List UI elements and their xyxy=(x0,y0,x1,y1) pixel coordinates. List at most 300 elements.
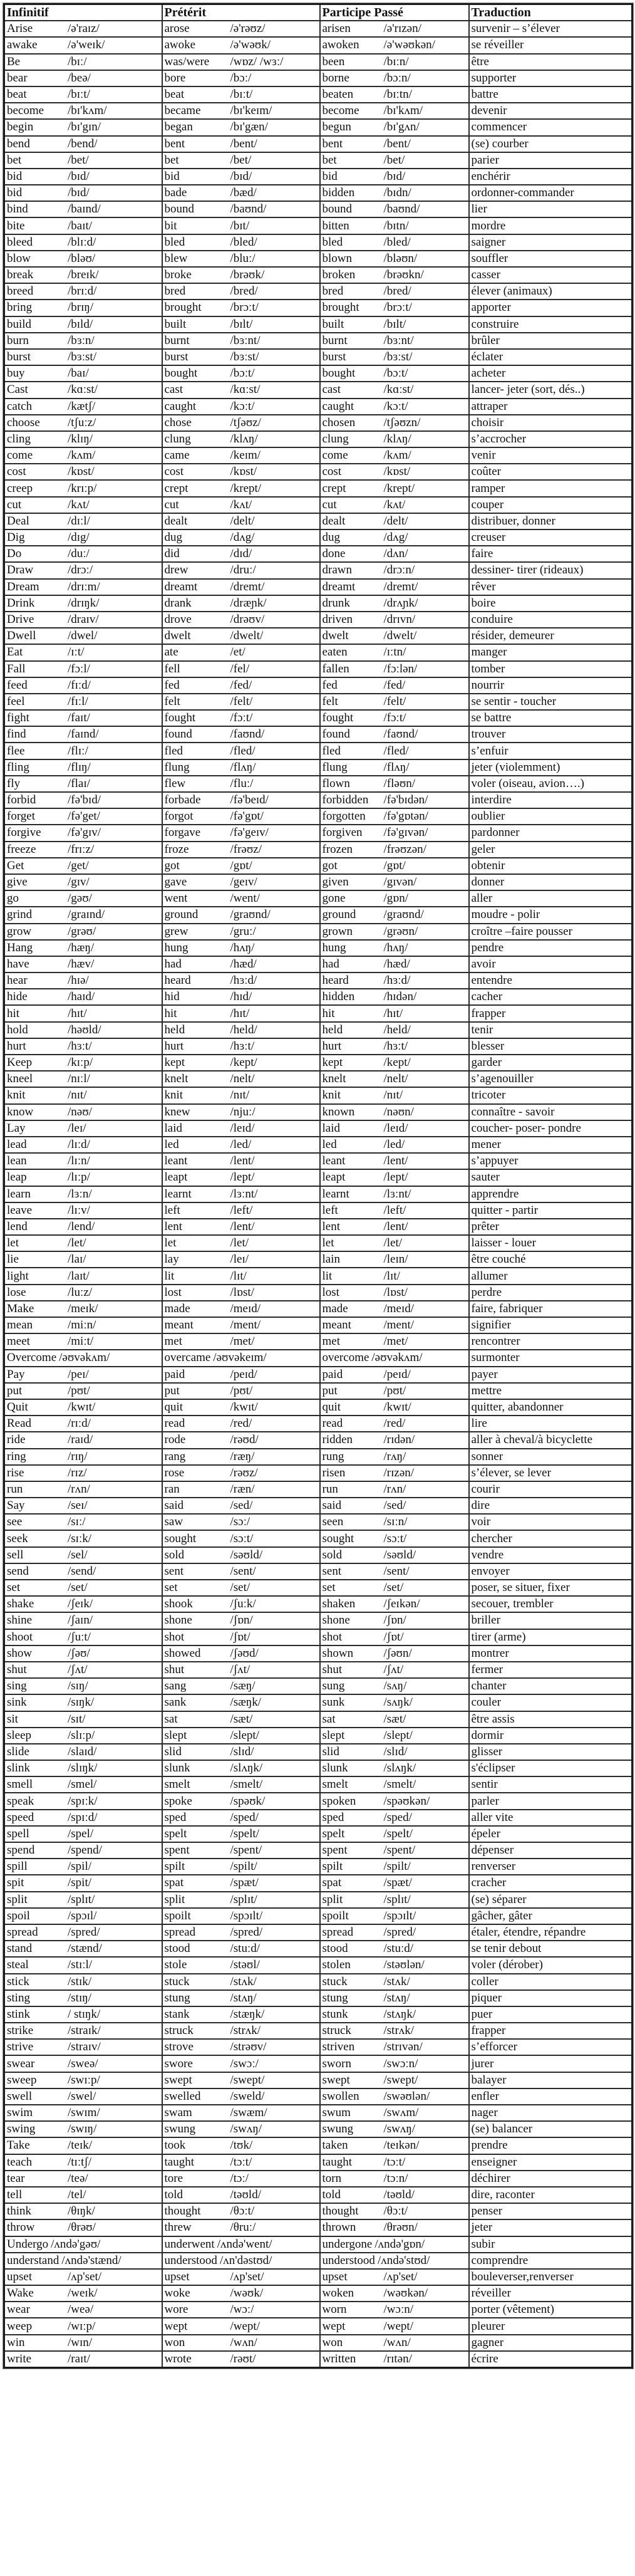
past-participle-phonetic: /bent/ xyxy=(383,137,411,150)
infinitive-cell xyxy=(4,152,162,169)
preterit-phonetic: /druː/ xyxy=(230,563,256,577)
preterit-phonetic: /hɪd/ xyxy=(230,990,252,1004)
infinitive-word: speak xyxy=(7,1794,34,1808)
table-row xyxy=(4,924,632,940)
preterit-word: hurt xyxy=(164,1039,184,1053)
preterit-phonetic: /ʃuːk/ xyxy=(230,1597,256,1611)
table-row xyxy=(4,513,632,529)
past-participle-word: grown xyxy=(322,924,353,938)
table-row xyxy=(4,825,632,841)
preterit-word: made xyxy=(164,1301,190,1315)
preterit-cell xyxy=(162,907,320,923)
infinitive-cell xyxy=(4,1350,162,1366)
infinitive-word: cling xyxy=(7,432,31,446)
infinitive-cell xyxy=(4,776,162,792)
infinitive-cell xyxy=(4,792,162,808)
preterit-word: dreamt xyxy=(164,580,198,593)
past-participle-phonetic: /nelt/ xyxy=(383,1072,408,1086)
header-translation: Traduction xyxy=(469,4,632,21)
table-row xyxy=(4,726,632,743)
translation-cell: jurer xyxy=(469,2055,632,2072)
infinitive-word: lead xyxy=(7,1138,27,1152)
past-participle-cell xyxy=(320,1596,469,1612)
past-participle-cell xyxy=(320,1678,469,1694)
infinitive-phonetic: /send/ xyxy=(68,1564,96,1578)
past-participle-word: spat xyxy=(322,1876,342,1890)
preterit-word: wrote xyxy=(164,2352,192,2365)
infinitive-cell xyxy=(4,1908,162,1924)
past-participle-cell xyxy=(320,1974,469,1990)
translation-cell: chanter xyxy=(469,1678,632,1694)
past-participle-word: sat xyxy=(322,1712,336,1726)
table-row xyxy=(4,1908,632,1924)
past-participle-cell xyxy=(320,808,469,825)
preterit-word: slept xyxy=(164,1728,187,1742)
infinitive-cell xyxy=(4,1383,162,1399)
infinitive-cell xyxy=(4,1842,162,1859)
infinitive-cell xyxy=(4,2055,162,2072)
past-participle-word: sung xyxy=(322,1679,345,1693)
table-row xyxy=(4,136,632,152)
past-participle-phonetic: /swʌm/ xyxy=(383,2106,419,2120)
infinitive-phonetic: /dɪːl/ xyxy=(68,514,90,528)
infinitive-cell xyxy=(4,1285,162,1301)
translation-cell: s’appuyer xyxy=(469,1153,632,1169)
past-participle-cell xyxy=(320,628,469,644)
infinitive-word: bear xyxy=(7,71,28,85)
infinitive-word: Drink xyxy=(7,596,35,610)
infinitive-cell xyxy=(4,217,162,234)
preterit-phonetic: /dwelt/ xyxy=(230,629,264,643)
infinitive-cell xyxy=(4,1120,162,1137)
past-participle-phonetic: /hɪdən/ xyxy=(383,990,417,1004)
past-participle-cell xyxy=(320,1104,469,1120)
translation-cell: conduire xyxy=(469,612,632,628)
table-row xyxy=(4,1219,632,1235)
table-row xyxy=(4,1022,632,1038)
preterit-word: tore xyxy=(164,2171,183,2185)
past-participle-cell xyxy=(320,1875,469,1891)
past-participle-phonetic: /spəʊkən/ xyxy=(383,1794,430,1808)
past-participle-word: chosen xyxy=(322,415,356,429)
preterit-cell xyxy=(162,1760,320,1776)
preterit-cell xyxy=(162,70,320,86)
table-row xyxy=(4,1875,632,1891)
past-participle-cell xyxy=(320,529,469,546)
past-participle-cell xyxy=(320,1793,469,1809)
infinitive-word: find xyxy=(7,727,26,741)
table-row xyxy=(4,694,632,710)
infinitive-cell xyxy=(4,2171,162,2187)
past-participle-cell xyxy=(320,1350,469,1366)
preterit-phonetic: /spelt/ xyxy=(230,1827,259,1840)
infinitive-word: Wake xyxy=(7,2287,34,2300)
infinitive-word: tell xyxy=(7,2188,23,2202)
table-row xyxy=(4,1416,632,1432)
past-participle-phonetic: /slʌŋk/ xyxy=(383,1761,416,1775)
past-participle-cell xyxy=(320,300,469,316)
preterit-word: drank xyxy=(164,596,192,610)
preterit-word: came xyxy=(164,449,190,462)
preterit-cell xyxy=(162,152,320,169)
translation-cell: aller vite xyxy=(469,1810,632,1826)
past-participle-phonetic: /fə'gɪvən/ xyxy=(383,826,428,840)
preterit-phonetic: /swæm/ xyxy=(230,2106,267,2120)
translation-cell: casser xyxy=(469,267,632,283)
preterit-word: met xyxy=(164,1335,182,1348)
past-participle-word: got xyxy=(322,858,338,872)
infinitive-phonetic: /faɪnd/ xyxy=(68,727,99,741)
infinitive-cell xyxy=(4,1793,162,1809)
past-participle-word: woken xyxy=(322,2287,354,2300)
preterit-word: swept xyxy=(164,2073,192,2087)
preterit-word: sank xyxy=(164,1696,187,1709)
infinitive-phonetic: /ə'raɪz/ xyxy=(68,22,100,36)
past-participle-cell xyxy=(320,907,469,923)
past-participle-word: flung xyxy=(322,760,348,774)
preterit-phonetic: /let/ xyxy=(230,1236,249,1250)
preterit-phonetic: /faʊnd/ xyxy=(230,727,265,741)
past-participle-word: run xyxy=(322,1482,338,1496)
preterit-word: sped xyxy=(164,1810,187,1824)
past-participle-word: bound xyxy=(322,202,352,216)
past-participle-word: cast xyxy=(322,383,341,397)
infinitive-word: feed xyxy=(7,678,28,692)
preterit-cell xyxy=(162,579,320,595)
preterit-phonetic: /strəʊv/ xyxy=(230,2040,267,2054)
past-participle-cell xyxy=(320,1367,469,1383)
translation-cell: (se) balancer xyxy=(469,2121,632,2137)
preterit-cell xyxy=(162,890,320,907)
infinitive-word: bet xyxy=(7,153,22,167)
infinitive-phonetic: /fə'gɪv/ xyxy=(68,826,101,840)
past-participle-cell xyxy=(320,447,469,464)
table-row xyxy=(4,1120,632,1137)
past-participle-cell xyxy=(320,1481,469,1498)
infinitive-word: become xyxy=(7,104,44,118)
preterit-phonetic: /held/ xyxy=(230,1023,257,1036)
preterit-phonetic: /dɪd/ xyxy=(230,547,252,561)
infinitive-phonetic: /hɪt/ xyxy=(68,1006,87,1020)
infinitive-word: seek xyxy=(7,1531,28,1545)
preterit-word: kept xyxy=(164,1056,185,1070)
past-participle-phonetic: /stʌk/ xyxy=(383,1974,410,1988)
preterit-cell xyxy=(162,513,320,529)
past-participle-cell xyxy=(320,1169,469,1186)
infinitive-word: build xyxy=(7,317,32,331)
past-participle-word: spread xyxy=(322,1926,354,1939)
infinitive-cell xyxy=(4,251,162,267)
table-row xyxy=(4,808,632,825)
preterit-phonetic: /smelt/ xyxy=(230,1778,263,1791)
past-participle-word: read xyxy=(322,1417,343,1431)
past-participle-cell xyxy=(320,1268,469,1284)
table-row xyxy=(4,2006,632,2023)
past-participle-cell xyxy=(320,2302,469,2318)
table-row xyxy=(4,2154,632,2171)
infinitive-word: leave xyxy=(7,1203,33,1217)
infinitive-phonetic: /bləʊ/ xyxy=(68,251,96,265)
preterit-word: did xyxy=(164,547,180,561)
table-row xyxy=(4,103,632,119)
preterit-cell xyxy=(162,1104,320,1120)
past-participle-cell xyxy=(320,661,469,677)
infinitive-word: send xyxy=(7,1564,29,1578)
past-participle-cell xyxy=(320,2072,469,2088)
preterit-phonetic: /lept/ xyxy=(230,1171,255,1184)
past-participle-cell xyxy=(320,956,469,973)
preterit-phonetic: /fə'geɪv/ xyxy=(230,826,269,840)
infinitive-phonetic: /gɪv/ xyxy=(68,875,90,889)
infinitive-word: bleed xyxy=(7,235,33,249)
translation-cell: distribuer, donner xyxy=(469,513,632,529)
table-row xyxy=(4,1711,632,1728)
preterit-cell xyxy=(162,1776,320,1793)
past-participle-word: swept xyxy=(322,2073,350,2087)
infinitive-cell xyxy=(4,2121,162,2137)
preterit-word: spent xyxy=(164,1843,190,1857)
past-participle-word: forgiven xyxy=(322,826,363,840)
infinitive-phonetic: /dwel/ xyxy=(68,629,98,643)
preterit-phonetic: /spɔɪlt/ xyxy=(230,1909,263,1922)
preterit-word: won xyxy=(164,2335,185,2349)
past-participle-word: come xyxy=(322,449,348,462)
preterit-cell xyxy=(162,1810,320,1826)
preterit-cell xyxy=(162,1859,320,1875)
infinitive-word: Fall xyxy=(7,662,26,675)
preterit-cell xyxy=(162,234,320,251)
past-participle-phonetic: /ə'wəʊkən/ xyxy=(383,38,435,52)
infinitive-word: Cast xyxy=(7,383,28,397)
translation-cell: élever (animaux) xyxy=(469,283,632,300)
past-participle-phonetic: /strɪvən/ xyxy=(383,2040,423,2054)
preterit-cell xyxy=(162,283,320,300)
past-participle-word: meant xyxy=(322,1318,351,1332)
infinitive-phonetic: /bet/ xyxy=(68,153,89,167)
past-participle-cell xyxy=(320,1776,469,1793)
infinitive-cell xyxy=(4,2137,162,2154)
preterit-cell xyxy=(162,759,320,776)
past-participle-phonetic: /led/ xyxy=(383,1138,405,1152)
table-row xyxy=(4,1449,632,1465)
infinitive-cell xyxy=(4,2351,162,2368)
infinitive-word: hurt xyxy=(7,1039,26,1053)
past-participle-phonetic: /sɪːn/ xyxy=(383,1515,408,1529)
past-participle-word: overcome xyxy=(322,1351,369,1365)
preterit-phonetic: /tʃəʊz/ xyxy=(230,415,261,429)
infinitive-cell xyxy=(4,661,162,677)
preterit-phonetic: /bet/ xyxy=(230,153,252,167)
preterit-cell xyxy=(162,989,320,1005)
infinitive-cell xyxy=(4,1563,162,1580)
infinitive-word: tear xyxy=(7,2171,25,2185)
table-row xyxy=(4,1957,632,1973)
infinitive-phonetic: /draɪv/ xyxy=(68,613,99,627)
preterit-word: swam xyxy=(164,2106,192,2120)
past-participle-cell xyxy=(320,1219,469,1235)
infinitive-phonetic: /baɪ/ xyxy=(68,367,89,380)
preterit-word: grew xyxy=(164,924,188,938)
preterit-cell xyxy=(162,2302,320,2318)
preterit-word: lay xyxy=(164,1253,179,1266)
infinitive-cell xyxy=(4,1645,162,1662)
page xyxy=(3,3,632,2369)
infinitive-phonetic: /swɪŋ/ xyxy=(68,2122,97,2136)
preterit-word: took xyxy=(164,2139,186,2152)
preterit-cell xyxy=(162,447,320,464)
past-participle-phonetic: /lɜːnt/ xyxy=(383,1187,411,1201)
past-participle-phonetic: /flʌŋ/ xyxy=(383,760,410,774)
past-participle-word: lain xyxy=(322,1253,340,1266)
preterit-word: was/were xyxy=(164,55,210,68)
translation-cell: lire xyxy=(469,1416,632,1432)
preterit-word: bid xyxy=(164,169,180,183)
preterit-cell xyxy=(162,1317,320,1333)
past-participle-phonetic: /dʌg/ xyxy=(383,531,408,545)
past-participle-cell xyxy=(320,776,469,792)
past-participle-cell xyxy=(320,1826,469,1842)
infinitive-cell xyxy=(4,628,162,644)
table-row xyxy=(4,415,632,431)
infinitive-word: forget xyxy=(7,810,36,823)
table-row xyxy=(4,2302,632,2318)
infinitive-phonetic: /spel/ xyxy=(68,1827,94,1840)
preterit-cell xyxy=(162,1793,320,1809)
preterit-cell xyxy=(162,251,320,267)
infinitive-cell xyxy=(4,1169,162,1186)
past-participle-cell xyxy=(320,579,469,595)
translation-cell: gagner xyxy=(469,2335,632,2351)
infinitive-phonetic: /ʌndə'gəʊ/ xyxy=(51,2237,101,2251)
preterit-word: caught xyxy=(164,399,197,413)
infinitive-cell xyxy=(4,1186,162,1202)
infinitive-phonetic: /raɪd/ xyxy=(68,1433,93,1447)
translation-cell: entendre xyxy=(469,973,632,989)
preterit-word: shook xyxy=(164,1597,193,1611)
past-participle-word: undergone xyxy=(322,2237,373,2251)
infinitive-phonetic: /slɪŋk/ xyxy=(68,1761,98,1775)
past-participle-phonetic: /ment/ xyxy=(383,1318,415,1332)
preterit-cell xyxy=(162,1465,320,1481)
table-row xyxy=(4,1744,632,1760)
infinitive-word: kneel xyxy=(7,1072,33,1086)
past-participle-phonetic: /strʌk/ xyxy=(383,2024,415,2038)
infinitive-word: run xyxy=(7,1482,23,1496)
infinitive-cell xyxy=(4,1662,162,1678)
past-participle-word: sworn xyxy=(322,2057,351,2070)
past-participle-cell xyxy=(320,825,469,841)
preterit-word: forgot xyxy=(164,810,194,823)
infinitive-phonetic: /faɪt/ xyxy=(68,711,90,725)
past-participle-phonetic: /bɔːn/ xyxy=(383,71,411,85)
preterit-phonetic: /bɜːst/ xyxy=(230,350,259,364)
preterit-word: leapt xyxy=(164,1171,188,1184)
preterit-cell xyxy=(162,1202,320,1219)
infinitive-cell xyxy=(4,480,162,496)
past-participle-phonetic: /leɪn/ xyxy=(383,1253,408,1266)
past-participle-cell xyxy=(320,677,469,694)
infinitive-word: let xyxy=(7,1236,19,1250)
past-participle-cell xyxy=(320,431,469,447)
preterit-phonetic: /ʌp'set/ xyxy=(230,2270,264,2283)
infinitive-phonetic: /lɪːn/ xyxy=(68,1154,90,1168)
past-participle-phonetic: /bɔːt/ xyxy=(383,367,408,380)
preterit-phonetic: /nɪt/ xyxy=(230,1088,250,1102)
table-row xyxy=(4,251,632,267)
preterit-word: taught xyxy=(164,2155,194,2169)
past-participle-cell xyxy=(320,1842,469,1859)
table-row xyxy=(4,759,632,776)
translation-cell: (se) courber xyxy=(469,136,632,152)
translation-cell: tenir xyxy=(469,1022,632,1038)
preterit-phonetic: /led/ xyxy=(230,1138,252,1152)
table-row xyxy=(4,201,632,217)
table-row xyxy=(4,1285,632,1301)
preterit-word: quit xyxy=(164,1400,183,1414)
preterit-word: overcame xyxy=(164,1351,211,1365)
table-row xyxy=(4,842,632,858)
infinitive-word: bring xyxy=(7,301,33,315)
preterit-cell xyxy=(162,1268,320,1284)
preterit-word: felt xyxy=(164,694,180,708)
preterit-phonetic: /ʃɒn/ xyxy=(230,1614,253,1627)
translation-cell: faire xyxy=(469,546,632,562)
past-participle-phonetic: /fləʊn/ xyxy=(383,776,416,790)
preterit-phonetic: /swɔː/ xyxy=(230,2057,259,2070)
infinitive-word: cut xyxy=(7,498,22,511)
past-participle-word: shown xyxy=(322,1646,354,1660)
preterit-word: led xyxy=(164,1138,179,1152)
preterit-phonetic: /leɪ/ xyxy=(230,1253,249,1266)
infinitive-cell xyxy=(4,1629,162,1645)
past-participle-phonetic: /rʌn/ xyxy=(383,1482,406,1496)
translation-cell: pleurer xyxy=(469,2318,632,2334)
infinitive-phonetic: /baɪnd/ xyxy=(68,202,101,216)
translation-cell: coller xyxy=(469,1974,632,1990)
preterit-cell xyxy=(162,1498,320,1514)
table-row xyxy=(4,497,632,513)
past-participle-word: hidden xyxy=(322,990,355,1004)
preterit-word: smelt xyxy=(164,1778,190,1791)
past-participle-phonetic: /θrəʊn/ xyxy=(383,2221,418,2234)
infinitive-phonetic: /nɪt/ xyxy=(68,1088,87,1102)
past-participle-word: fed xyxy=(322,678,338,692)
preterit-cell xyxy=(162,677,320,694)
translation-cell: montrer xyxy=(469,1645,632,1662)
infinitive-word: Be xyxy=(7,55,21,68)
preterit-word: dealt xyxy=(164,514,188,528)
infinitive-word: smell xyxy=(7,1778,33,1791)
past-participle-word: slunk xyxy=(322,1761,348,1775)
table-row xyxy=(4,579,632,595)
preterit-word: bled xyxy=(164,235,185,249)
past-participle-word: held xyxy=(322,1023,343,1036)
translation-cell: allumer xyxy=(469,1268,632,1284)
translation-cell: interdire xyxy=(469,792,632,808)
translation-cell: piquer xyxy=(469,1990,632,2006)
past-participle-word: hit xyxy=(322,1006,335,1020)
table-row xyxy=(4,2088,632,2105)
infinitive-phonetic: /ɪːt/ xyxy=(68,645,85,659)
preterit-phonetic: /spred/ xyxy=(230,1926,263,1939)
past-participle-word: smelt xyxy=(322,1778,348,1791)
infinitive-phonetic: /drɪŋk/ xyxy=(68,596,100,610)
past-participle-phonetic: /let/ xyxy=(383,1236,403,1250)
translation-cell: dire xyxy=(469,1498,632,1514)
infinitive-cell xyxy=(4,234,162,251)
preterit-cell xyxy=(162,842,320,858)
table-row xyxy=(4,2351,632,2368)
